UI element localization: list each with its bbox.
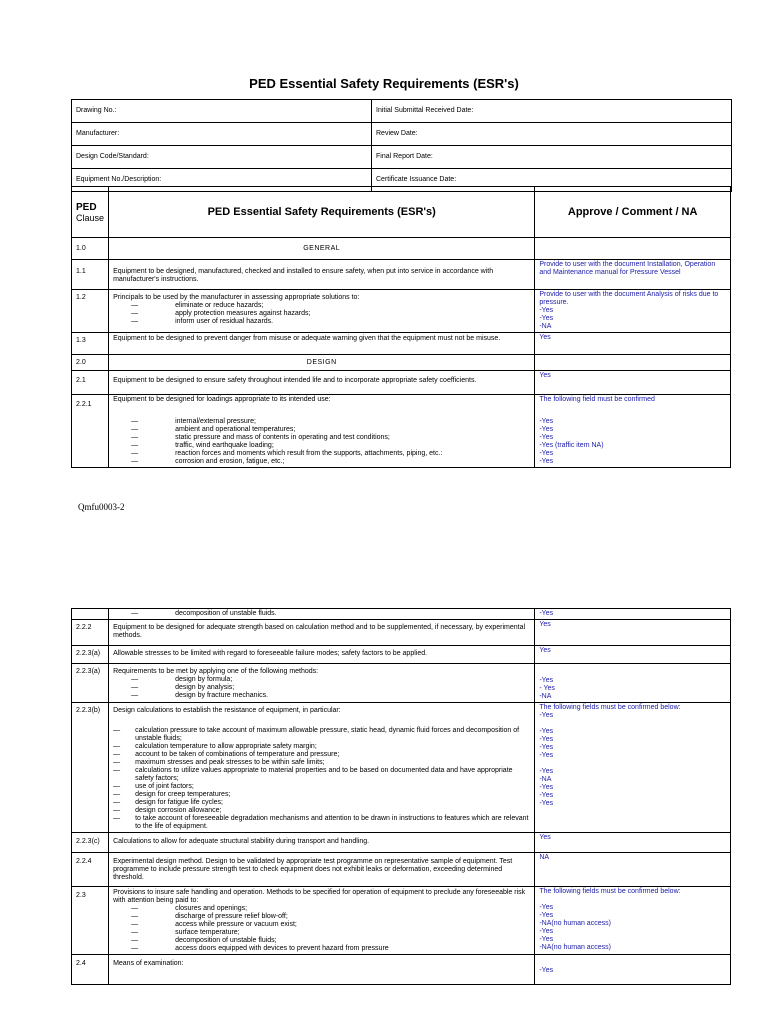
requirement-list — [113, 727, 530, 831]
table-row — [72, 395, 731, 468]
clause-number: 2.2.3(a) — [72, 646, 109, 664]
list-item: — design by formula; — [131, 676, 233, 683]
table-row — [72, 833, 731, 853]
requirement-text: Provisions to insure safe handling and operation. Methods to be specified for operation of equipment to preclude any foreseeable risk with attention being paid to: — [113, 889, 526, 904]
response-cell — [535, 355, 731, 371]
requirement-text: Calculations to allow for adequate structural stability during transport and handling. — [109, 833, 535, 853]
equipment-no-field: Equipment No./Description: — [72, 169, 372, 192]
response-cell: Yes — [535, 333, 731, 355]
list-item: — internal/external pressure; — [131, 418, 256, 425]
clause-number: 1.3 — [72, 333, 109, 355]
response-cell: Provide to user with the document Installation, Operation and Maintenance manual for Pressure Vessel — [535, 260, 731, 290]
requirement-list — [113, 418, 530, 466]
ped-label: PED — [76, 202, 97, 213]
certificate-date-field: Certificate Issuance Date: — [372, 169, 732, 192]
table-row — [72, 703, 731, 833]
page-title: PED Essential Safety Requirements (ESR's) — [249, 76, 519, 91]
list-item: — apply protection measures against hazards; — [131, 310, 311, 317]
clause-number: 2.2.4 — [72, 853, 109, 887]
clause-number: 2.2.3(a) — [72, 664, 109, 703]
clause-number: 2.1 — [72, 371, 109, 395]
list-item: — design by fracture mechanics. — [131, 692, 269, 699]
final-report-field: Final Report Date: — [372, 146, 732, 169]
list-item: — calculation temperature to allow appropriate safety margin; — [113, 743, 317, 750]
table-row — [72, 853, 731, 887]
section-title: DESIGN — [109, 355, 535, 371]
requirement-list — [113, 905, 530, 953]
clause-number: 2.0 — [72, 355, 109, 371]
clause-number: 1.1 — [72, 260, 109, 290]
response-cell: Yes — [535, 620, 731, 646]
document-code: Qmfu0003-2 — [78, 502, 125, 512]
requirement-text: Equipment to be designed to prevent danger from misuse or adequate warning given that the equipment must not be misuse. — [109, 333, 535, 355]
table-row — [72, 646, 731, 664]
table-row — [72, 260, 731, 290]
requirement-list — [113, 610, 530, 618]
requirement-text: Equipment to be designed to ensure safety throughout intended life and to incorporate appropriate safety coefficients. — [109, 371, 535, 395]
esr-header: PED Essential Safety Requirements (ESR's) — [109, 187, 535, 238]
response-cell: Yes — [535, 646, 731, 664]
clause-number: 2.4 — [72, 955, 109, 985]
approve-header: Approve / Comment / NA — [535, 187, 731, 238]
response-cell: -Yes - Yes -NA — [535, 664, 731, 703]
review-date-field: Review Date: — [372, 123, 732, 146]
response-cell: Yes — [535, 833, 731, 853]
clause-number: 2.2.3(c) — [72, 833, 109, 853]
list-item: — to take account of foreseeable degradation mechanisms and attention to be drawn in instructions to features which are relevant to the life of equipment. — [113, 815, 529, 830]
initial-submittal-field: Initial Submittal Received Date: — [372, 100, 732, 123]
table-row — [72, 955, 731, 985]
list-item: — eliminate or reduce hazards; — [131, 302, 264, 309]
list-item: — design for creep temperatures; — [113, 791, 231, 798]
requirement-list — [113, 676, 530, 700]
manufacturer-field: Manufacturer: — [72, 123, 372, 146]
list-item: — access doors equipped with devices to prevent hazard from pressure — [131, 945, 389, 952]
requirement-cell — [109, 703, 535, 833]
list-item: — surface temperature; — [131, 929, 240, 936]
list-item: — design for fatigue life cycles; — [113, 799, 223, 806]
list-item: — decomposition of unstable fluids. — [131, 610, 277, 617]
requirement-text: Allowable stresses to be limited with regard to foreseeable failure modes; safety factors to be applied. — [109, 646, 535, 664]
requirement-text: Principals to be used by the manufacturer in assessing appropriate solutions to: — [113, 294, 360, 301]
list-item: — access while pressure or vacuum exist; — [131, 921, 297, 928]
esr-table-continued — [71, 608, 731, 985]
requirement-cell — [109, 609, 535, 620]
requirement-text: Design calculations to establish the resistance of equipment, in particular: — [113, 707, 341, 714]
requirement-cell — [109, 290, 535, 333]
section-title: GENERAL — [109, 238, 535, 260]
table-header — [72, 187, 731, 238]
response-cell: NA — [535, 853, 731, 887]
ped-clause-header — [72, 187, 109, 238]
list-item: — account to be taken of combinations of temperature and pressure; — [113, 751, 340, 758]
table-row — [72, 371, 731, 395]
response-cell — [535, 238, 731, 260]
response-cell: The following fields must be confirmed below: -Yes -Yes -NA(no human access) -Yes -Yes -NA(no human access) — [535, 887, 731, 955]
response-cell: -Yes — [535, 955, 731, 985]
list-item: — corrosion and erosion, fatigue, etc.; — [131, 458, 285, 465]
requirement-list — [113, 302, 530, 326]
requirement-text: Equipment to be designed, manufactured, checked and installed to ensure safety, when put into service in accordance with manufacturer's instructions. — [109, 260, 535, 290]
table-row — [72, 620, 731, 646]
table-row — [72, 355, 731, 371]
requirement-text: Equipment to be designed for adequate strength based on calculation method and to be supplemented, if necessary, by experimental methods. — [109, 620, 535, 646]
list-item: — maximum stresses and peak stresses to be within safe limits; — [113, 759, 325, 766]
clause-label: Clause — [76, 213, 105, 223]
document-page-2 — [0, 565, 768, 1024]
table-row — [72, 238, 731, 260]
clause-number: 2.2.1 — [72, 395, 109, 468]
clause-number: 1.0 — [72, 238, 109, 260]
esr-table — [71, 186, 731, 468]
requirement-text: Experimental design method. Design to be validated by appropriate test programme on representative sample of equipment. Test programme to include pressure strength test to check equipment does not exhibit leaks or deformation, exceeding determined threshold. — [109, 853, 535, 887]
list-item: — use of joint factors; — [113, 783, 194, 790]
clause-number: 1.2 — [72, 290, 109, 333]
list-item: — design corrosion allowance; — [113, 807, 222, 814]
requirement-text: Means of examination: — [109, 955, 535, 985]
table-row — [72, 664, 731, 703]
list-item: — decomposition of unstable fluids; — [131, 937, 277, 944]
response-cell: Yes — [535, 371, 731, 395]
response-cell: -Yes — [535, 609, 731, 620]
list-item: — closures and openings; — [131, 905, 248, 912]
response-cell: The following field must be confirmed -Yes -Yes -Yes -Yes (traffic item NA) -Yes -Yes — [535, 395, 731, 468]
design-code-field: Design Code/Standard: — [72, 146, 372, 169]
clause-number — [72, 609, 109, 620]
list-item: — reaction forces and moments which result from the supports, attachments, piping, etc.: — [131, 450, 443, 457]
clause-number: 2.2.3(b) — [72, 703, 109, 833]
drawing-no-field: Drawing No.: — [72, 100, 372, 123]
list-item: — calculations to utilize values appropriate to material properties and to be based on documented data and have appropriate safety factors; — [113, 767, 513, 782]
requirement-cell — [109, 887, 535, 955]
requirement-text: Requirements to be met by applying one of the following methods: — [113, 668, 319, 675]
response-cell: The following fields must be confirmed below: -Yes -Yes -Yes -Yes -Yes -Yes -NA -Yes -Yes -Yes — [535, 703, 731, 833]
table-row — [72, 290, 731, 333]
requirement-text: Equipment to be designed for loadings appropriate to its intended use: — [113, 396, 331, 403]
clause-number: 2.3 — [72, 887, 109, 955]
list-item: — inform user of residual hazards. — [131, 318, 274, 325]
page-gap — [0, 545, 768, 565]
clause-number: 2.2.2 — [72, 620, 109, 646]
list-item: — ambient and operational temperatures; — [131, 426, 296, 433]
requirement-cell — [109, 395, 535, 468]
response-cell: Provide to user with the document Analysis of risks due to pressure. -Yes -Yes -NA — [535, 290, 731, 333]
list-item: — design by analysis; — [131, 684, 235, 691]
requirement-cell — [109, 664, 535, 703]
list-item: — discharge of pressure relief blow-off; — [131, 913, 288, 920]
table-row — [72, 887, 731, 955]
table-row — [72, 333, 731, 355]
list-item: — calculation pressure to take account of maximum allowable pressure, static head, dynamic fluid forces and decomposition of unstable fluids; — [113, 727, 520, 742]
list-item: — static pressure and mass of contents in operating and test conditions; — [131, 434, 390, 441]
info-table — [71, 99, 732, 192]
table-row — [72, 609, 731, 620]
list-item: — traffic, wind earthquake loading; — [131, 442, 274, 449]
